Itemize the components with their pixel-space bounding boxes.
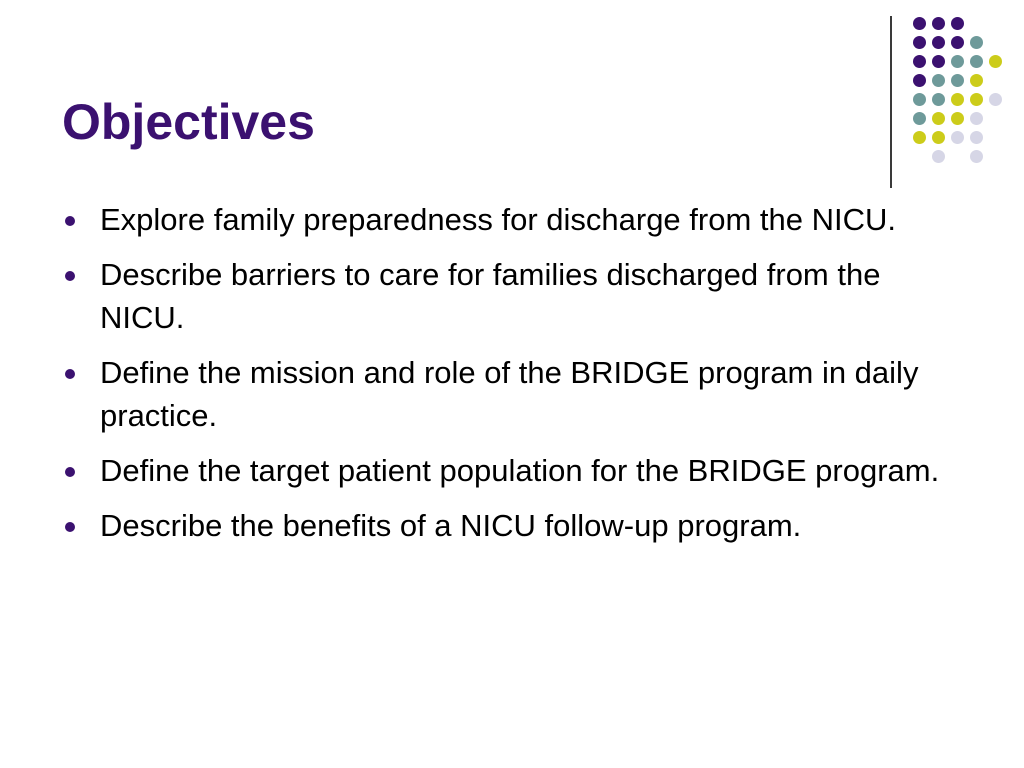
bullet-text: Describe barriers to care for families discharged from the NICU. bbox=[100, 257, 881, 335]
decorative-dot bbox=[913, 131, 926, 144]
bullet-text: Define the target patient population for the BRIDGE program. bbox=[100, 453, 940, 488]
decorative-dot bbox=[951, 93, 964, 106]
decorative-dot bbox=[932, 93, 945, 106]
decorative-dot bbox=[970, 150, 983, 163]
decorative-dot bbox=[932, 150, 945, 163]
bullet-item bbox=[62, 198, 962, 241]
decorative-dot bbox=[932, 36, 945, 49]
bullet-dot-icon bbox=[65, 522, 75, 532]
bullet-dot-icon bbox=[65, 369, 75, 379]
bullet-item bbox=[62, 253, 962, 339]
bullet-item bbox=[62, 504, 962, 547]
decorative-dot bbox=[913, 17, 926, 30]
bullet-list bbox=[62, 198, 962, 559]
vertical-divider bbox=[890, 16, 892, 188]
decorative-dot bbox=[913, 112, 926, 125]
decorative-dot bbox=[913, 55, 926, 68]
decorative-dot bbox=[913, 74, 926, 87]
decorative-dot bbox=[970, 131, 983, 144]
decorative-dot bbox=[951, 131, 964, 144]
decorative-dot bbox=[932, 112, 945, 125]
bullet-text: Define the mission and role of the BRIDGE program in daily practice. bbox=[100, 355, 919, 433]
decorative-dot bbox=[932, 17, 945, 30]
bullet-text: Describe the benefits of a NICU follow-up program. bbox=[100, 508, 802, 543]
decorative-dot bbox=[970, 36, 983, 49]
bullet-dot-icon bbox=[65, 271, 75, 281]
bullet-item bbox=[62, 449, 962, 492]
decorative-dot bbox=[989, 93, 1002, 106]
decorative-dot bbox=[951, 55, 964, 68]
bullet-dot-icon bbox=[65, 216, 75, 226]
bullet-item bbox=[62, 351, 962, 437]
decorative-dot bbox=[913, 36, 926, 49]
decorative-dot bbox=[989, 55, 1002, 68]
decorative-dot bbox=[932, 74, 945, 87]
decorative-dot bbox=[951, 112, 964, 125]
decorative-dot bbox=[970, 74, 983, 87]
decorative-dot bbox=[932, 131, 945, 144]
decorative-dot bbox=[932, 55, 945, 68]
bullet-text: Explore family preparedness for discharge from the NICU. bbox=[100, 202, 896, 237]
bullet-dot-icon bbox=[65, 467, 75, 477]
decorative-dot bbox=[951, 17, 964, 30]
decorative-dot bbox=[970, 93, 983, 106]
decorative-dot bbox=[951, 36, 964, 49]
decorative-dot bbox=[913, 93, 926, 106]
decorative-dot bbox=[951, 74, 964, 87]
decorative-dot bbox=[970, 112, 983, 125]
slide-title: Objectives bbox=[62, 94, 315, 150]
decorative-dot bbox=[970, 55, 983, 68]
